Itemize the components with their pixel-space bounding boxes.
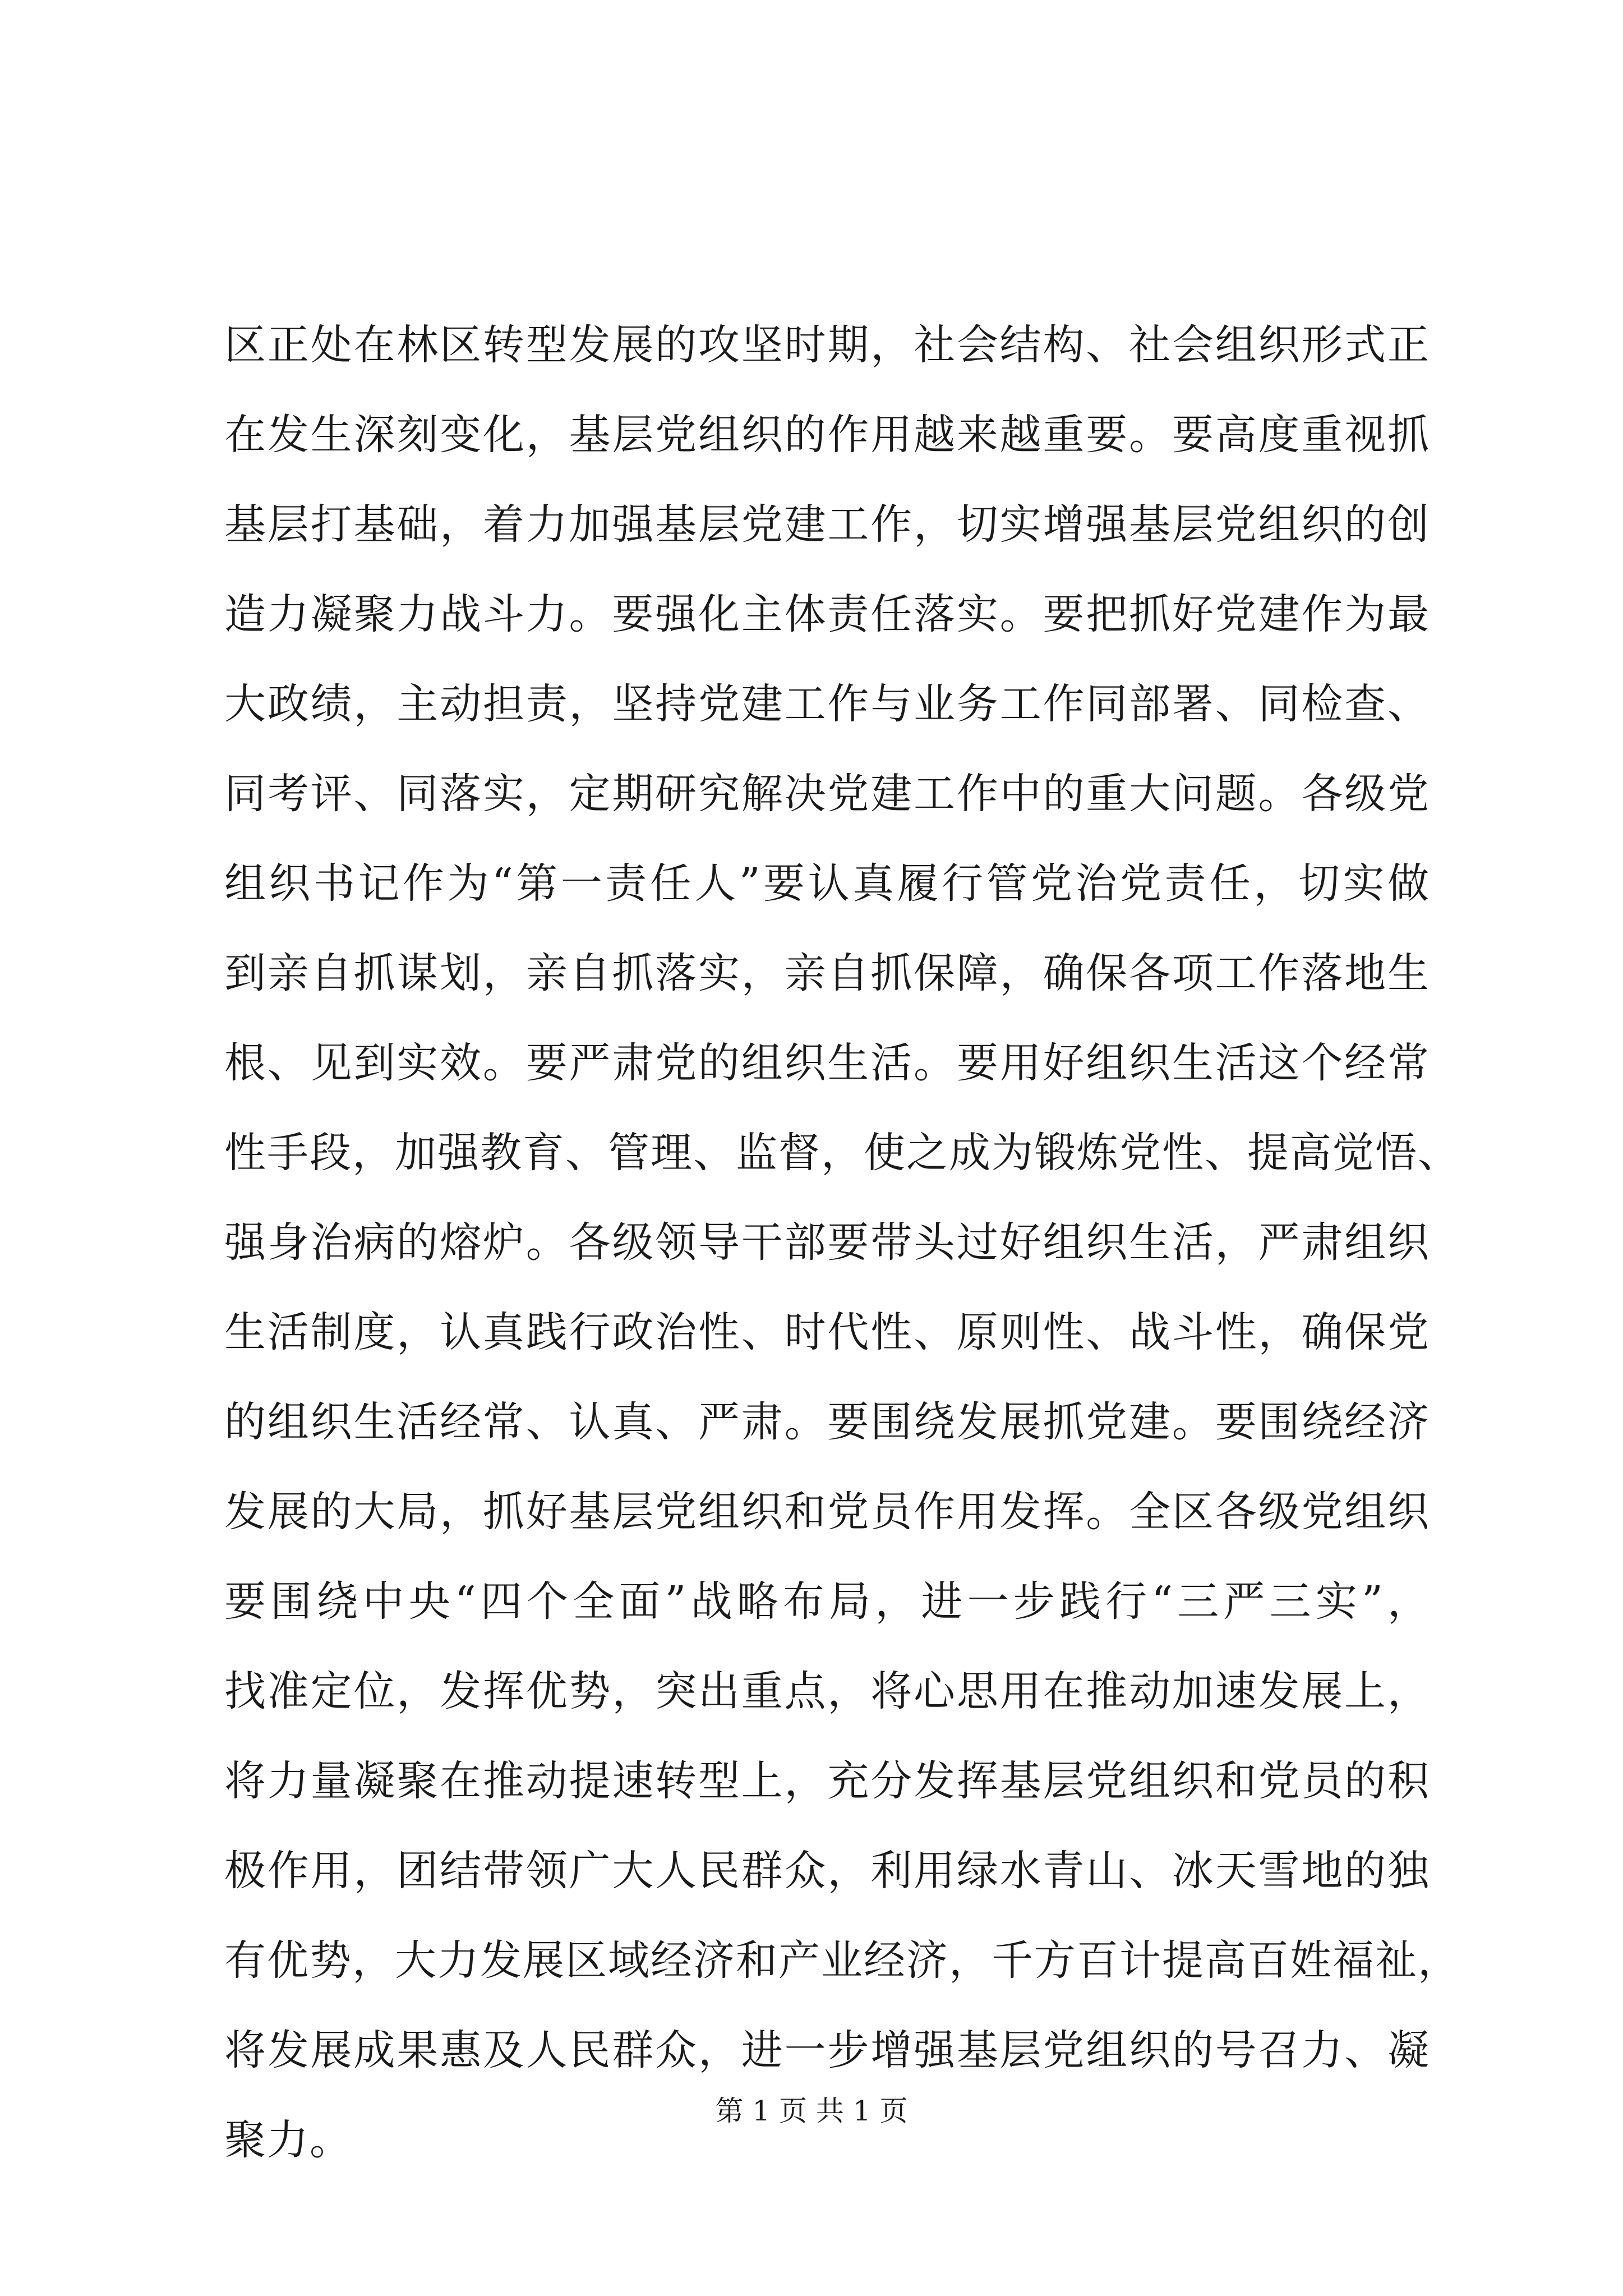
text-line: 强身治病的熔炉。各级领导干部要带头过好组织生活，严肃组织 — [224, 1218, 1430, 1267]
text-line: 大政绩，主动担责，坚持党建工作与业务工作同部署、同检查、 — [224, 680, 1430, 728]
text-line: 造力凝聚力战斗力。要强化主体责任落实。要把抓好党建作为最 — [224, 590, 1430, 638]
text-line: 找准定位，发挥优势，突出重点，将心思用在推动加速发展上， — [224, 1667, 1430, 1715]
text-line: 到亲自抓谋划，亲自抓落实，亲自抓保障，确保各项工作落地生 — [224, 949, 1430, 997]
text-line: 生活制度，认真践行政治性、时代性、原则性、战斗性，确保党 — [224, 1308, 1430, 1356]
text-line: 的组织生活经常、认真、严肃。要围绕发展抓党建。要围绕经济 — [224, 1398, 1430, 1446]
text-line: 根、见到实效。要严肃党的组织生活。要用好组织生活这个经常 — [224, 1039, 1430, 1087]
text-line: 在发生深刻变化，基层党组织的作用越来越重要。要高度重视抓 — [224, 411, 1430, 459]
page-number-indicator: 第 1 页 共 1 页 — [715, 2095, 908, 2127]
text-line: 极作用，团结带领广大人民群众，利用绿水青山、冰天雪地的独 — [224, 1847, 1430, 1895]
text-line: 发展的大局，抓好基层党组织和党员作用发挥。全区各级党组织 — [224, 1488, 1430, 1536]
text-line: 有优势，大力发展区域经济和产业经济，千方百计提高百姓福祉， — [224, 1936, 1460, 1985]
text-line: 性手段，加强教育、管理、监督，使之成为锻炼党性、提高觉悟、 — [224, 1129, 1460, 1177]
text-line: 区正处在林区转型发展的攻坚时期，社会结构、社会组织形式正 — [224, 321, 1430, 369]
text-line: 聚力。 — [224, 2116, 352, 2164]
page-footer — [0, 2091, 1623, 2131]
text-line: 组织书记作为“第一责任人”要认真履行管党治党责任，切实做 — [224, 859, 1430, 908]
text-line: 要围绕中央“四个全面”战略布局，进一步践行“三严三实”， — [224, 1577, 1430, 1626]
text-line: 基层打基础，着力加强基层党建工作，切实增强基层党组织的创 — [224, 500, 1430, 549]
body-paragraph — [224, 300, 1460, 2185]
text-line: 将发展成果惠及人民群众，进一步增强基层党组织的号召力、凝 — [224, 2026, 1430, 2074]
text-line: 将力量凝聚在推动提速转型上，充分发挥基层党组织和党员的积 — [224, 1757, 1430, 1805]
text-line: 同考评、同落实，定期研究解决党建工作中的重大问题。各级党 — [224, 770, 1430, 818]
